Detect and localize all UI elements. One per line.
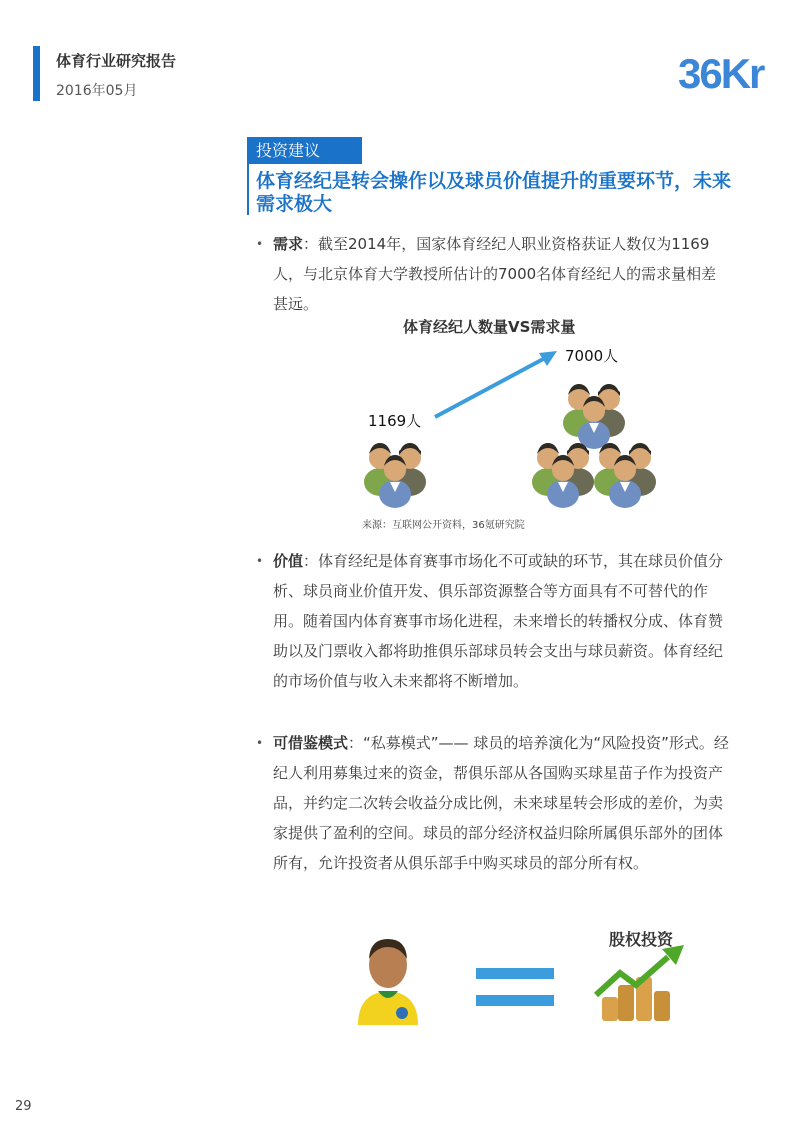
bullet-model <box>256 728 731 878</box>
equity-label: 股权投资 <box>609 930 674 949</box>
demand-chart <box>350 340 670 510</box>
value-label-7000: 7000人 <box>565 347 619 365</box>
chart-title: 体育经纪人数量VS需求量 <box>403 318 576 336</box>
bullet-key: 可借鉴模式 <box>273 734 349 752</box>
bullet-text: ：体育经纪是体育赛事市场化不可或缺的环节，其在球员价值分析、球员商业价值开发、俱乐部资源整合等方面具有不可替代的作用。随着国内体育赛事市场化进程，未来增长的转播权分成、体育赞助以及门票收入都将助推俱乐部球员转会支出与球员薪资。体育经纪的市场价值与收入未来都将不断增加。 <box>273 552 724 690</box>
header-accent-bar <box>33 46 40 101</box>
page-number: 29 <box>15 1099 32 1114</box>
bullet-value <box>256 546 731 696</box>
player-equals-equity-figure <box>350 935 700 1035</box>
section-rule <box>247 163 249 215</box>
bullet-dot: • <box>256 736 264 750</box>
growth-arrow <box>435 357 547 417</box>
value-label-1169: 1169人 <box>368 412 422 430</box>
people-group-7000-right <box>594 443 656 508</box>
bullet-key: 价值 <box>273 552 304 570</box>
chart-source: 来源：互联网公开资料，36氪研究院 <box>362 520 525 531</box>
bullet-dot: • <box>256 554 264 568</box>
logo-text: 36Kr <box>678 50 764 94</box>
section-tag: 投资建议 <box>247 137 362 164</box>
section-headline: 体育经纪是转会操作以及球员价值提升的重要环节，未来需求极大 <box>256 170 732 215</box>
people-group-1169 <box>364 443 426 508</box>
brand-logo <box>676 44 768 94</box>
people-group-7000-left <box>532 443 594 508</box>
people-group-7000-top <box>563 384 625 449</box>
bullet-key: 需求 <box>273 235 304 253</box>
bullet-text: ：“私募模式”—— 球员的培养演化为“风险投资”形式。经纪人利用募集过来的资金，帮俱乐部从各国购买球星苗子作为投资产品，并约定二次转会收益分成比例，未来球星转会形成的差价，为卖家提供了盈利的空间。球员的部分经济权益归除所属俱乐部外的团体所有，允许投资者从俱乐部手中购买球员的部分所有权。 <box>273 734 729 872</box>
bullet-dot: • <box>256 237 264 251</box>
equals-sign-bottom <box>476 995 554 1006</box>
football-player-icon <box>358 939 418 1025</box>
coins-growth-icon <box>596 945 684 1021</box>
bullet-demand <box>256 229 731 319</box>
report-title: 体育行业研究报告 <box>56 52 177 70</box>
bullet-text: ：截至2014年，国家体育经纪人职业资格获证人数仅为1169人，与北京体育大学教授所估计的7000名体育经纪人的需求量相差甚远。 <box>273 235 717 313</box>
equals-sign-top <box>476 968 554 979</box>
report-date: 2016年05月 <box>56 83 138 99</box>
